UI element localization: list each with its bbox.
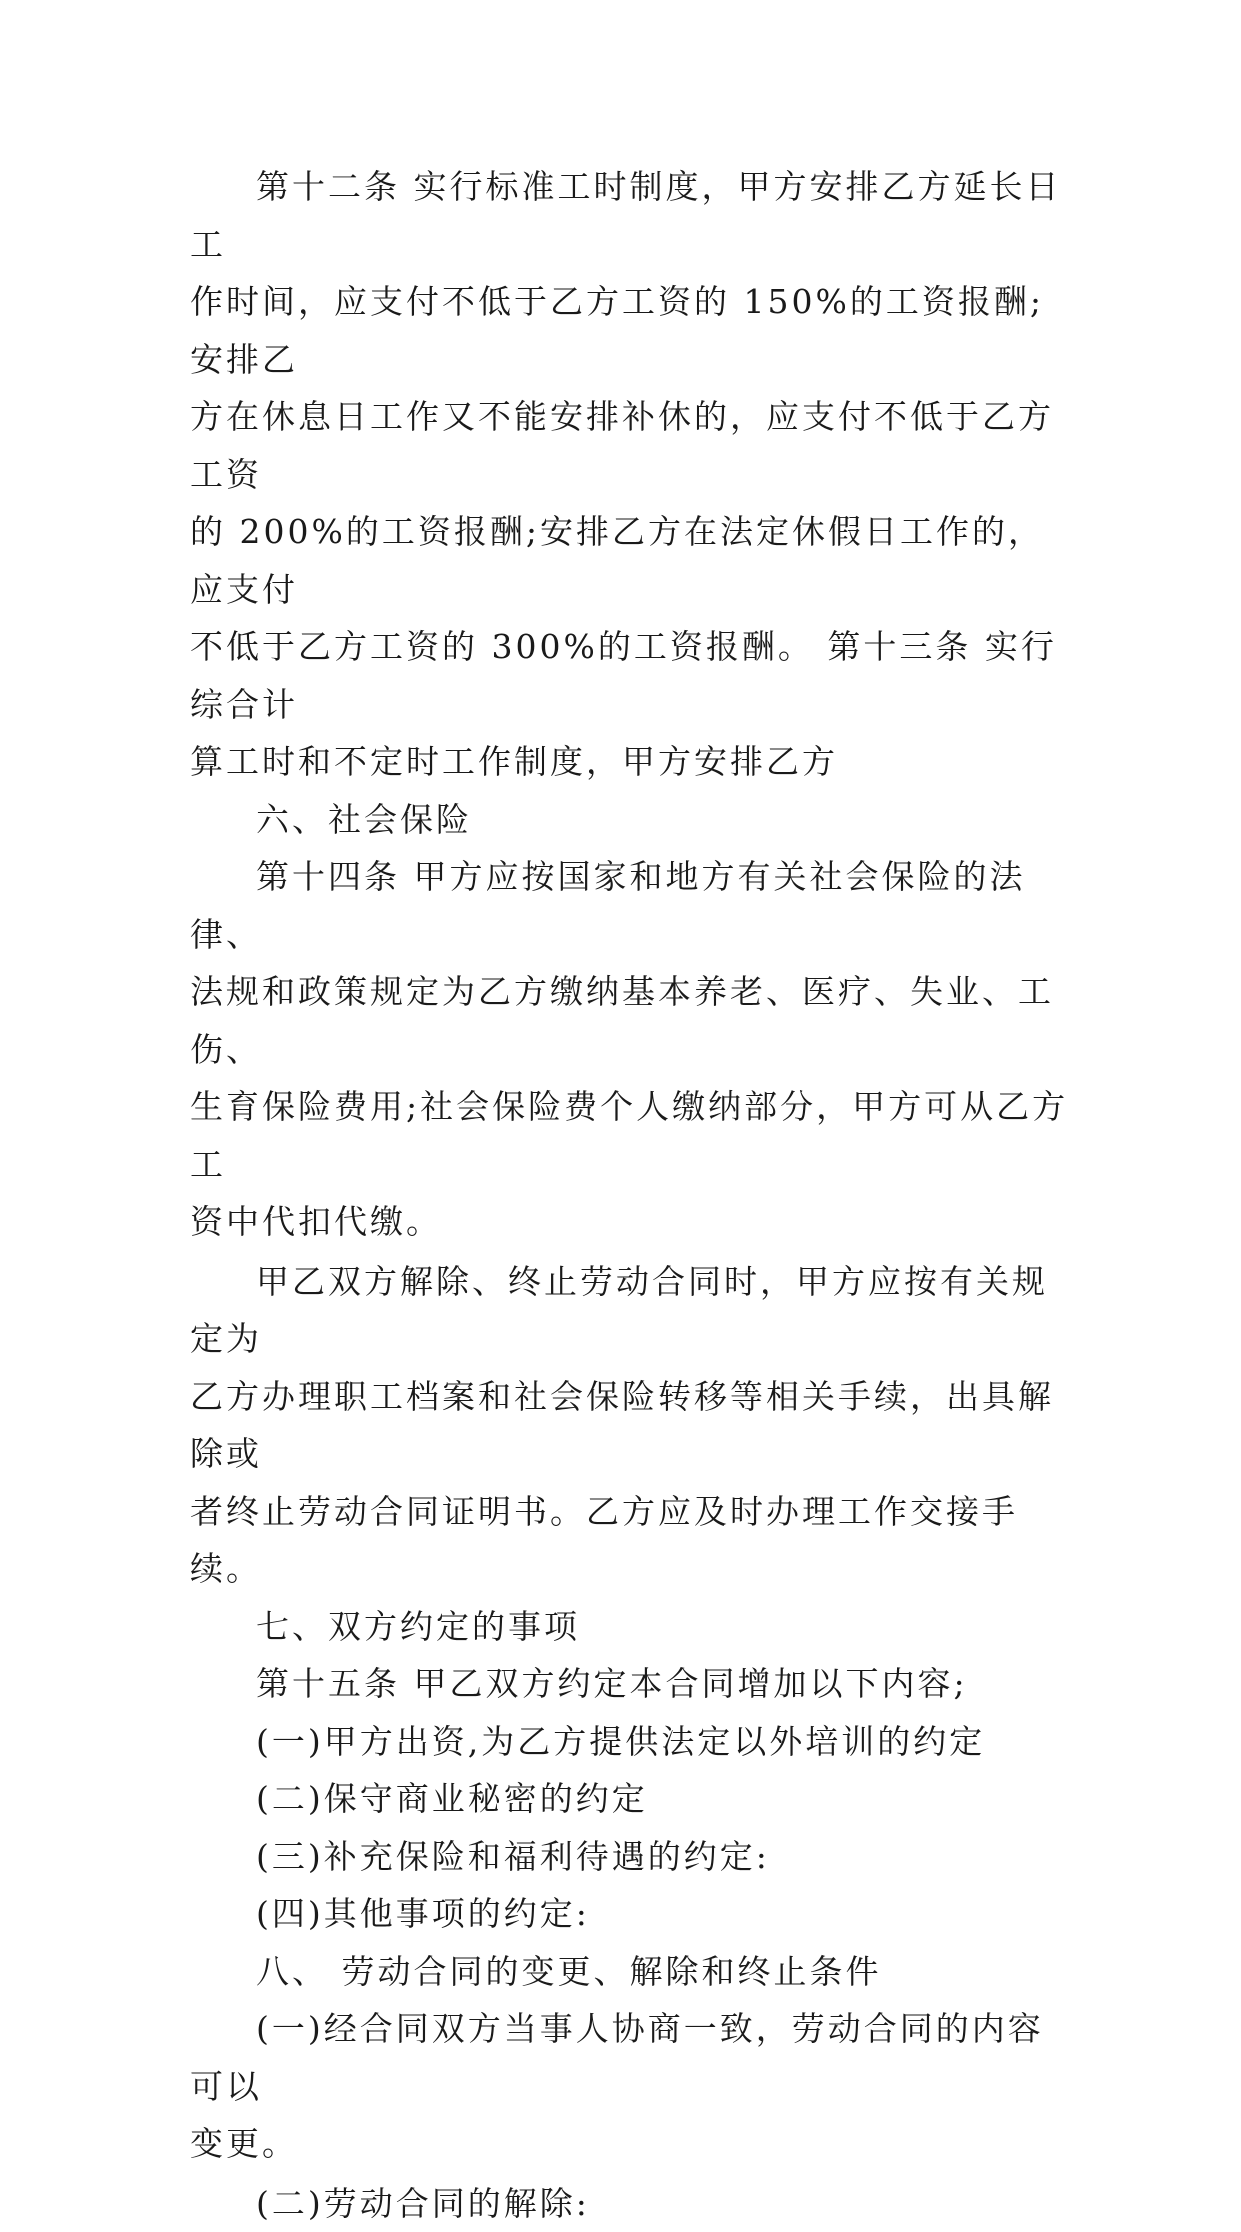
section-6-heading [190, 791, 1070, 849]
agreement-item-1 [190, 1713, 1070, 1771]
article-15-paragraph [190, 1655, 1070, 1713]
section-7-heading [190, 1598, 1070, 1656]
article-14-line-4: 资中代扣代缴。 [190, 1202, 442, 1241]
article-12-line-1: 第十二条 实行标准工时制度，甲方安排乙方延长日工 [190, 167, 1062, 264]
termination-line-3: 者终止劳动合同证明书。乙方应及时办理工作交接手续。 [190, 1492, 1018, 1589]
termination-line-2: 乙方办理职工档案和社会保险转移等相关手续，出具解除或 [190, 1377, 1054, 1474]
section-8-heading [190, 1943, 1070, 2001]
section-6-heading-text: 六、社会保险 [256, 800, 472, 839]
article-12-paragraph [190, 158, 1070, 791]
contract-change-paragraph [190, 2000, 1070, 2173]
contract-dissolution-text: (二)劳动合同的解除: [256, 2184, 590, 2223]
article-15-line-1: 第十五条 甲乙双方约定本合同增加以下内容; [256, 1664, 968, 1703]
article-12-line-5: 不低于乙方工资的 300%的工资报酬。 第十三条 实行综合计 [190, 627, 1057, 724]
agreement-item-1-text: (一)甲方出资,为乙方提供法定以外培训的约定 [256, 1722, 985, 1761]
termination-line-1: 甲乙双方解除、终止劳动合同时，甲方应按有关规定为 [190, 1262, 1048, 1359]
section-7-heading-text: 七、双方约定的事项 [256, 1607, 580, 1646]
article-12-line-4: 的 200%的工资报酬;安排乙方在法定休假日工作的，应支付 [190, 512, 1044, 609]
article-12-line-6: 算工时和不定时工作制度，甲方安排乙方 [190, 742, 838, 781]
contract-change-line-1: (一)经合同双方当事人协商一致，劳动合同的内容可以 [190, 2009, 1044, 2106]
agreement-item-3 [190, 1828, 1070, 1886]
article-14-line-3: 生育保险费用;社会保险费个人缴纳部分，甲方可从乙方工 [190, 1087, 1068, 1184]
agreement-item-2 [190, 1770, 1070, 1828]
article-12-line-2: 作时间，应支付不低于乙方工资的 150%的工资报酬;安排乙 [190, 282, 1044, 379]
agreement-item-2-text: (二)保守商业秘密的约定 [256, 1779, 648, 1818]
termination-procedures-paragraph [190, 1253, 1070, 1598]
article-12-line-3: 方在休息日工作又不能安排补休的，应支付不低于乙方工资 [190, 397, 1054, 494]
article-14-line-2: 法规和政策规定为乙方缴纳基本养老、医疗、失业、工伤、 [190, 972, 1054, 1069]
agreement-item-4-text: (四)其他事项的约定: [256, 1894, 590, 1933]
contract-dissolution-heading [190, 2175, 1070, 2232]
document-body [190, 158, 1070, 2232]
agreement-item-4 [190, 1885, 1070, 1943]
section-8-heading-text: 八、 劳动合同的变更、解除和终止条件 [256, 1952, 882, 1991]
article-14-line-1: 第十四条 甲方应按国家和地方有关社会保险的法律、 [190, 857, 1026, 954]
agreement-item-3-text: (三)补充保险和福利待遇的约定: [256, 1837, 770, 1876]
contract-change-line-2: 变更。 [190, 2124, 298, 2163]
article-14-paragraph [190, 848, 1070, 1251]
